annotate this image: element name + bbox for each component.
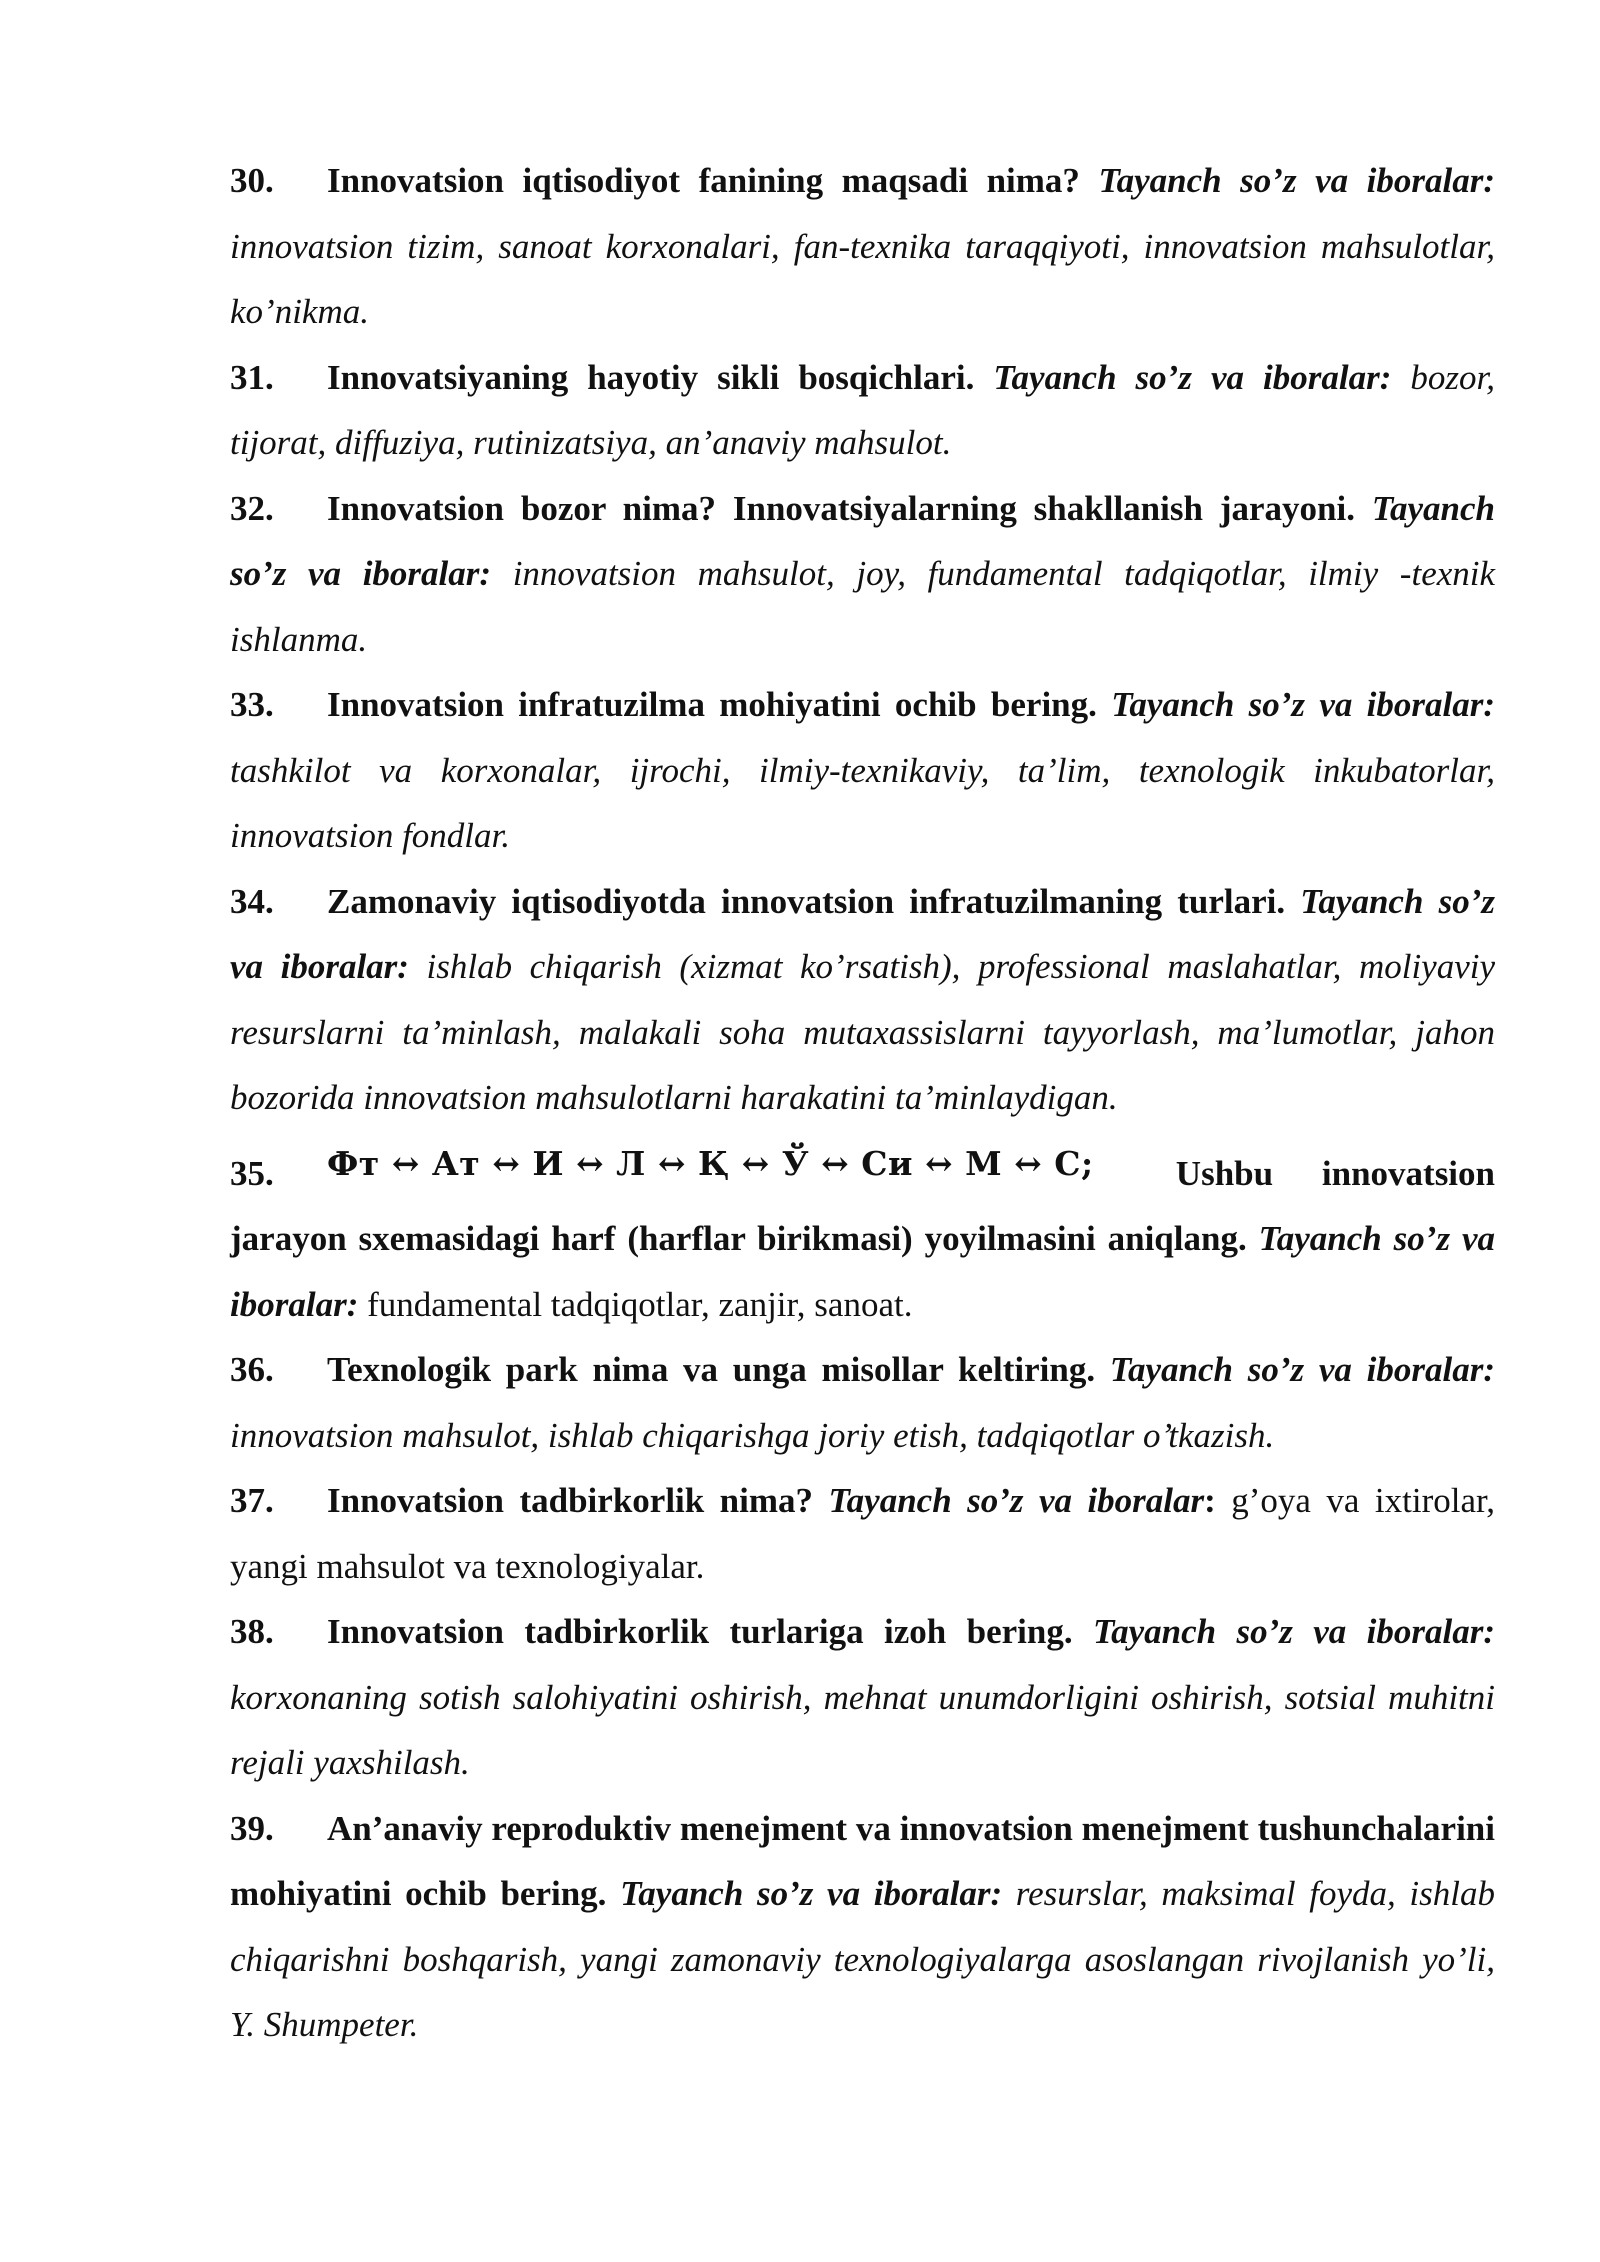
- question-title: Innovatsion iqtisodiyot fanining maqsadi nima?: [327, 161, 1080, 200]
- question-35: [230, 1131, 1495, 1338]
- keywords-label: Tayanch so’z va iboralar:: [230, 1219, 1495, 1324]
- question-37: [230, 1468, 1495, 1599]
- process-formula: Фт ↔ Ат ↔ И ↔ Л ↔ Қ ↔ Ў ↔ Си ↔ М ↔ С;: [327, 1143, 1094, 1183]
- question-title: Innovatsion tadbirkorlik nima?: [327, 1481, 814, 1520]
- question-title: Zamonaviy iqtisodiyotda innovatsion infratuzilmaning turlari.: [327, 881, 1286, 921]
- keywords-terms: innovatsion mahsulot, ishlab chiqarishga joriy etish, tadqiqotlar o’tkazish.: [230, 1415, 1275, 1455]
- keywords-label: Tayanch so’z va iboralar:: [230, 488, 1496, 593]
- keywords-label: Tayanch so’z va iboralar:: [1092, 1612, 1495, 1651]
- question-34: [230, 869, 1495, 1131]
- keywords-label: Tayanch so’z va iboralar:: [1098, 161, 1495, 200]
- question-39: [230, 1796, 1495, 2058]
- question-title: An’anaviy reproduktiv menejment va innovatsion menejment tushunchalarini mohiyatini ochib bering.: [230, 1808, 1495, 1913]
- question-33: [230, 672, 1495, 869]
- keywords-terms: fundamental tadqiqotlar, zanjir, sanoat.: [367, 1284, 913, 1324]
- keywords-label: Tayanch so’z va iboralar:: [1109, 1350, 1496, 1389]
- keywords-terms: tashkilot va korxonalar, ijrochi, ilmiy-texnikaviy, ta’lim, texnologik inkubatorlar, innovatsion fondlar.: [230, 750, 1495, 855]
- question-title-head: Ushbu innovatsion: [1175, 1153, 1495, 1193]
- keywords-terms: korxonaning sotish salohiyatini oshirish, mehnat unumdorligini oshirish, sotsial muhitni rejali yaxshilash.: [230, 1677, 1495, 1782]
- keywords-label: Tayanch so’z va iboralar:: [993, 357, 1392, 397]
- keywords-terms: resurslar, maksimal foyda, ishlab chiqarishni boshqarish, yangi zamonaviy texnologiyalarga asoslangan rivojlanish yo’li, Y. Shumpeter.: [230, 1874, 1496, 2044]
- keywords-terms: ishlab chiqarish (xizmat ko’rsatish), professional maslahatlar, moliyaviy resurslarni ta’minlash, malakali soha mutaxassislarni tayyorlash, ma’lumotlar, jahon bozorida innovatsion mahsulotlarni harakatini ta’minlaydigan.: [230, 947, 1495, 1117]
- question-number: 31.: [230, 357, 274, 397]
- question-number: 37.: [230, 1481, 274, 1520]
- question-title: Texnologik park nima va unga misollar keltiring.: [327, 1350, 1096, 1389]
- question-number: 33.: [230, 685, 274, 724]
- question-title: Innovatsiyaning hayotiy sikli bosqichlari.: [327, 357, 975, 397]
- keywords-label: Tayanch so’z va iboralar:: [1111, 685, 1495, 724]
- question-number: 34.: [230, 881, 274, 921]
- keywords-terms: innovatsion tizim, sanoat korxonalari, fan-texnika taraqqiyoti, innovatsion mahsulotlar, ko’nikma.: [230, 226, 1495, 331]
- question-number: 30.: [230, 161, 274, 200]
- question-number: 35.: [230, 1153, 274, 1193]
- question-38: [230, 1599, 1495, 1796]
- question-number: 36.: [230, 1350, 274, 1389]
- question-number: 39.: [230, 1808, 274, 1848]
- question-number: 32.: [230, 488, 274, 528]
- question-31: [230, 345, 1495, 476]
- question-title: Innovatsion infratuzilma mohiyatini ochib bering.: [327, 685, 1097, 724]
- question-title: Innovatsion bozor nima? Innovatsiyalarning shakllanish jarayoni.: [327, 488, 1355, 528]
- keywords-terms: bozor, tijorat, diffuziya, rutinizatsiya, an’anaviy mahsulot.: [230, 357, 1495, 462]
- keywords-terms: g’oya va ixtirolar, yangi mahsulot va texnologiyalar.: [230, 1481, 1496, 1586]
- keywords-colon: :: [1204, 1481, 1216, 1520]
- document-page: [230, 148, 1495, 2058]
- keywords-label: Tayanch so’z va iboralar:: [230, 881, 1495, 986]
- question-32: [230, 476, 1495, 673]
- question-title: jarayon sxemasidagi harf (harflar birikmasi) yoyilmasini aniqlang.: [230, 1219, 1247, 1258]
- question-30: [230, 148, 1495, 345]
- keywords-terms: innovatsion mahsulot, joy, fundamental tadqiqotlar, ilmiy -texnik ishlanma.: [230, 554, 1496, 659]
- question-number: 38.: [230, 1612, 274, 1651]
- keywords-label: Tayanch so’z va iboralar: [828, 1481, 1205, 1520]
- keywords-label: Tayanch so’z va iboralar:: [620, 1874, 1003, 1913]
- question-title: Innovatsion tadbirkorlik turlariga izoh bering.: [327, 1612, 1073, 1651]
- question-36: [230, 1337, 1495, 1468]
